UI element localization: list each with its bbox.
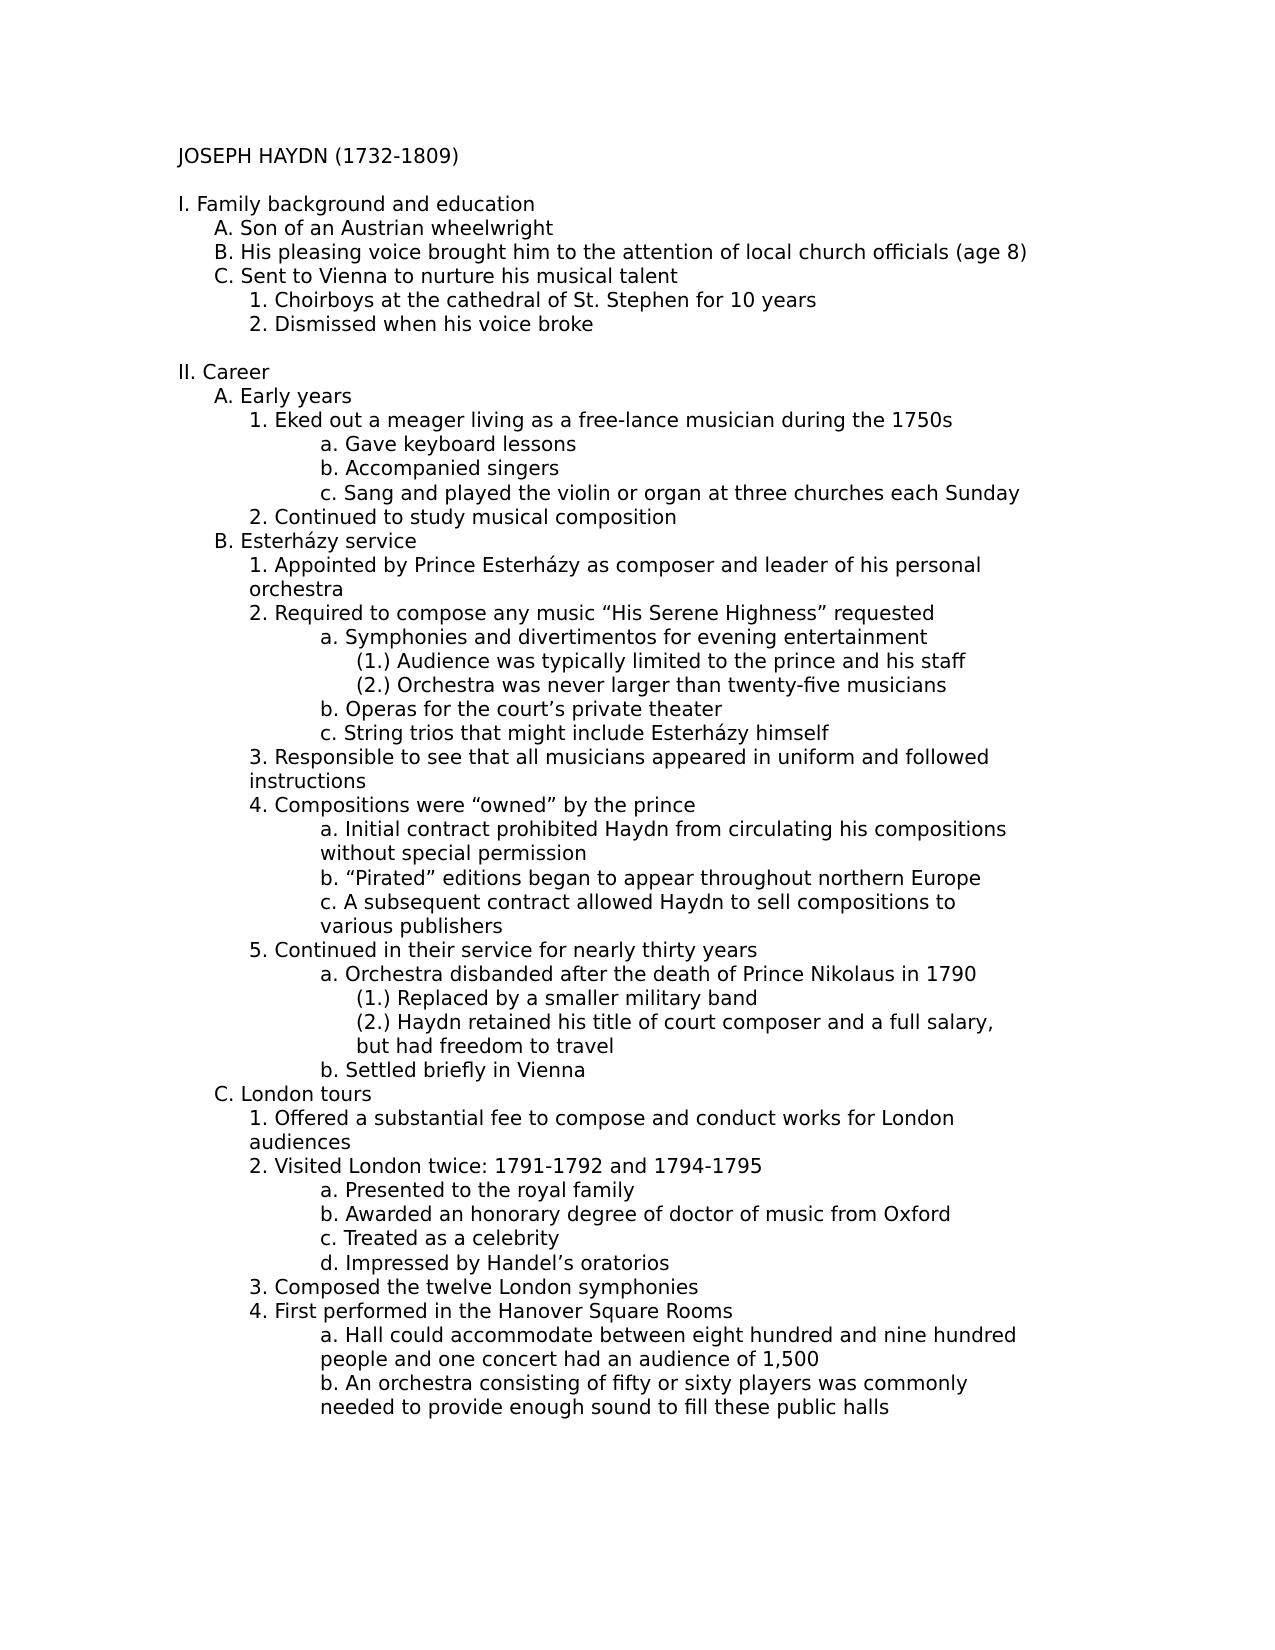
outline-item: 2. Visited London twice: 1791-1792 and 1794-1795: [249, 1154, 763, 1178]
outline-item: b. Operas for the court’s private theater: [320, 697, 723, 721]
outline-item: but had freedom to travel: [356, 1034, 615, 1058]
outline-item: audiences: [249, 1130, 351, 1154]
outline-item: (2.) Orchestra was never larger than twenty-five musicians: [356, 673, 947, 697]
outline-item: 4. Compositions were “owned” by the prince: [249, 793, 696, 817]
outline-item: c. String trios that might include Esterházy himself: [320, 721, 829, 745]
outline-item: 5. Continued in their service for nearly thirty years: [249, 938, 758, 962]
outline-item: c. A subsequent contract allowed Haydn to sell compositions to: [320, 890, 956, 914]
outline-item: c. Sang and played the violin or organ at three churches each Sunday: [320, 481, 1020, 505]
outline-item: (1.) Audience was typically limited to the prince and his staff: [356, 649, 966, 673]
outline-item: instructions: [249, 769, 367, 793]
outline-item: 3. Composed the twelve London symphonies: [249, 1275, 699, 1299]
outline-heading-1: I. Family background and education: [178, 192, 536, 216]
outline-item: without special permission: [320, 841, 587, 865]
outline-item: b. An orchestra consisting of fifty or sixty players was commonly: [320, 1371, 968, 1395]
outline-item: a. Orchestra disbanded after the death of Prince Nikolaus in 1790: [320, 962, 977, 986]
outline-item: A. Early years: [214, 384, 352, 408]
outline-item: needed to provide enough sound to fill these public halls: [320, 1395, 890, 1419]
outline-item: b. “Pirated” editions began to appear throughout northern Europe: [320, 866, 982, 890]
outline-item: various publishers: [320, 914, 503, 938]
outline-item: C. Sent to Vienna to nurture his musical talent: [214, 264, 678, 288]
outline-item: C. London tours: [214, 1082, 372, 1106]
outline-item: b. Awarded an honorary degree of doctor of music from Oxford: [320, 1202, 951, 1226]
outline-item: b. Accompanied singers: [320, 456, 560, 480]
outline-item: 2. Dismissed when his voice broke: [249, 312, 594, 336]
outline-item: 2. Continued to study musical composition: [249, 505, 677, 529]
outline-item: 1. Eked out a meager living as a free-lance musician during the 1750s: [249, 408, 953, 432]
document-title: JOSEPH HAYDN (1732-1809): [178, 144, 460, 168]
outline-item: 2. Required to compose any music “His Serene Highness” requested: [249, 601, 935, 625]
outline-item: 4. First performed in the Hanover Square Rooms: [249, 1299, 733, 1323]
outline-item: people and one concert had an audience of 1,500: [320, 1347, 820, 1371]
outline-item: b. Settled briefly in Vienna: [320, 1058, 586, 1082]
outline-item: a. Hall could accommodate between eight hundred and nine hundred: [320, 1323, 1017, 1347]
outline-item: B. Esterházy service: [214, 529, 417, 553]
outline-item: A. Son of an Austrian wheelwright: [214, 216, 554, 240]
outline-item: (2.) Haydn retained his title of court composer and a full salary,: [356, 1010, 994, 1034]
outline-item: c. Treated as a celebrity: [320, 1226, 560, 1250]
outline-item: 1. Offered a substantial fee to compose and conduct works for London: [249, 1106, 955, 1130]
outline-item: 1. Appointed by Prince Esterházy as composer and leader of his personal: [249, 553, 982, 577]
outline-item: a. Presented to the royal family: [320, 1178, 635, 1202]
outline-item: a. Initial contract prohibited Haydn from circulating his compositions: [320, 817, 1007, 841]
outline-item: a. Gave keyboard lessons: [320, 432, 577, 456]
outline-item: d. Impressed by Handel’s oratorios: [320, 1251, 670, 1275]
outline-item: orchestra: [249, 577, 344, 601]
outline-item: 3. Responsible to see that all musicians appeared in uniform and followed: [249, 745, 990, 769]
outline-item: a. Symphonies and divertimentos for evening entertainment: [320, 625, 928, 649]
outline-heading-2: II. Career: [178, 360, 270, 384]
outline-item: B. His pleasing voice brought him to the attention of local church officials (age 8): [214, 240, 1028, 264]
outline-item: (1.) Replaced by a smaller military band: [356, 986, 758, 1010]
outline-item: 1. Choirboys at the cathedral of St. Stephen for 10 years: [249, 288, 817, 312]
